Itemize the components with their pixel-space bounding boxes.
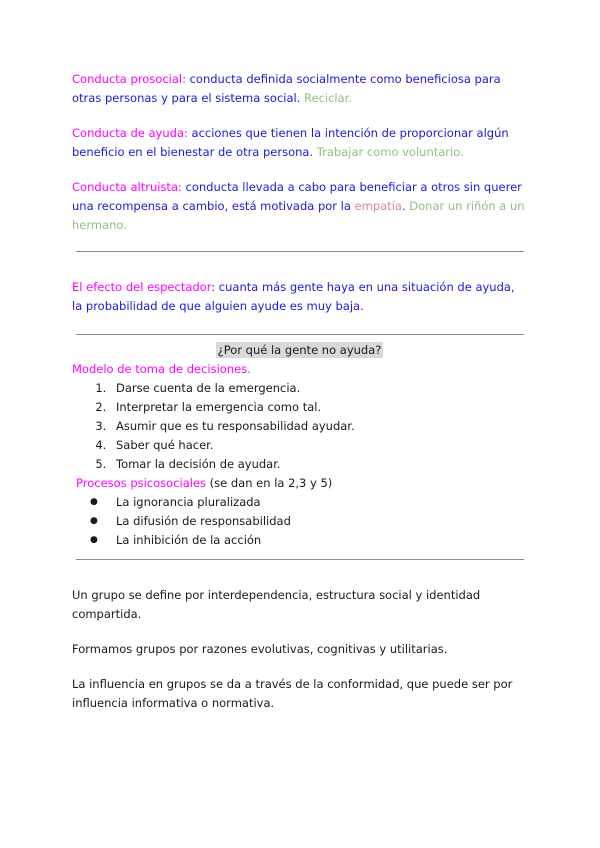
group-influence: La influencia en grupos se da a través de la conformidad, que puede ser por influencia informativa o normativa. bbox=[72, 677, 513, 710]
ayuda-paragraph bbox=[72, 124, 527, 162]
espectador-definition: : cuanta más gente haya en una situación de ayuda, la probabilidad de que alguien ayude es muy baja. bbox=[72, 280, 515, 313]
list-item: ● La ignorancia pluralizada bbox=[110, 493, 527, 512]
processes-title: Procesos psicosociales bbox=[76, 476, 207, 490]
processes-note: (se dan en la 2,3 y 5) bbox=[206, 476, 333, 490]
document-page bbox=[72, 70, 527, 713]
altruista-sep: . bbox=[401, 199, 406, 213]
list-item: 3. Asumir que es tu responsabilidad ayudar. bbox=[110, 417, 527, 436]
decision-steps-list bbox=[72, 379, 527, 474]
espectador-paragraph bbox=[72, 278, 527, 316]
prosocial-term: Conducta prosocial: bbox=[72, 72, 186, 86]
model-title: Modelo de toma de decisiones. bbox=[72, 362, 251, 376]
group-definition: Un grupo se define por interdependencia, estructura social y identidad compartida. bbox=[72, 588, 481, 621]
list-item: 2. Interpretar la emergencia como tal. bbox=[110, 398, 527, 417]
list-item: ● La difusión de responsabilidad bbox=[110, 512, 527, 531]
espectador-term: El efecto del espectador bbox=[72, 280, 212, 294]
processes-list bbox=[72, 493, 527, 550]
altruista-example: Donar un riñón a un hermano. bbox=[72, 199, 525, 232]
prosocial-example: Reciclar. bbox=[300, 91, 352, 105]
list-item: 1. Darse cuenta de la emergencia. bbox=[110, 379, 527, 398]
prosocial-definition: conducta definida socialmente como beneficiosa para otras personas y para el sistema social. bbox=[72, 72, 501, 105]
ayuda-example: Trabajar como voluntario. bbox=[313, 145, 464, 159]
altruista-term: Conducta altruista: bbox=[72, 180, 182, 194]
altruista-paragraph bbox=[72, 178, 527, 235]
processes-heading bbox=[72, 474, 527, 493]
ayuda-term: Conducta de ayuda: bbox=[72, 126, 188, 140]
list-item: ● La inhibición de la acción bbox=[110, 531, 527, 550]
question-heading: ¿Por qué la gente no ayuda? bbox=[217, 343, 382, 357]
ayuda-definition: acciones que tienen la intención de proporcionar algún beneficio en el bienestar de otra persona. bbox=[72, 126, 509, 159]
altruista-highlight: empatía bbox=[354, 199, 402, 213]
question-heading-wrap bbox=[72, 341, 527, 360]
list-item: 5. Tomar la decisión de ayudar. bbox=[110, 455, 527, 474]
prosocial-paragraph bbox=[72, 70, 527, 108]
list-item: 4. Saber qué hacer. bbox=[110, 436, 527, 455]
altruista-definition: conducta llevada a cabo para beneficiar a otros sin querer una recompensa a cambio, está motivada por la bbox=[72, 180, 522, 213]
group-reasons: Formamos grupos por razones evolutivas, cognitivas y utilitarias. bbox=[72, 642, 448, 656]
